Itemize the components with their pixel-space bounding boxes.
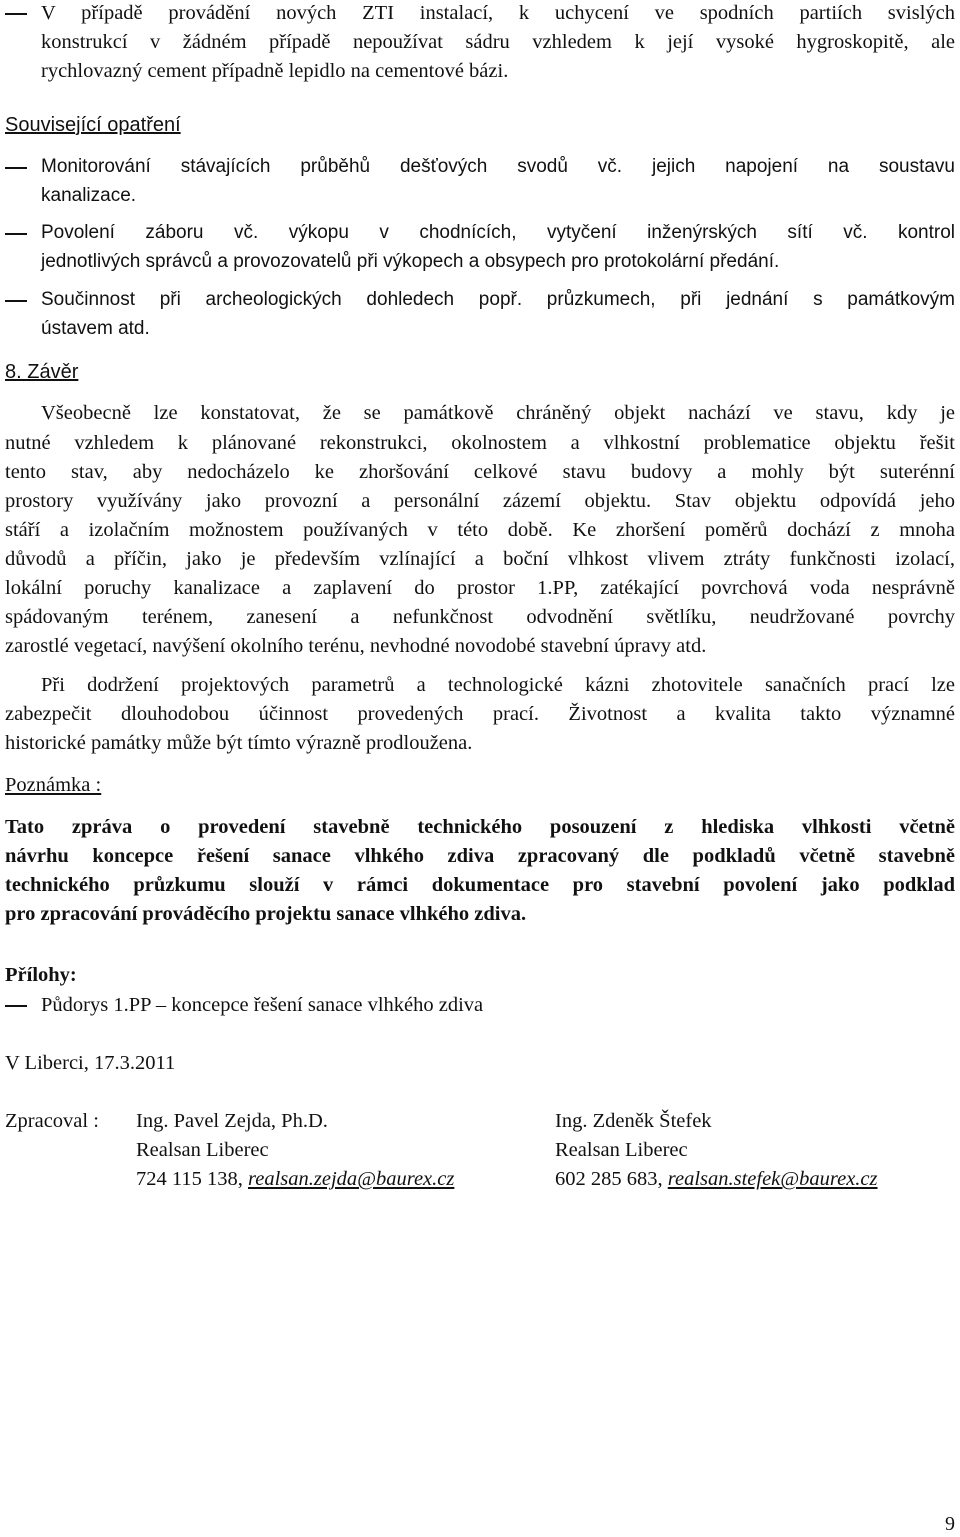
conclusion-p1-line-4: prostory využívány jako provozní a personální zázemí objektu. Stav objektu odpovídá jeho xyxy=(5,490,955,512)
left-signer-contact xyxy=(136,1167,454,1191)
note-line-2: návrhu koncepce řešení sanace vlhkého zdiva zpracovaný dle podkladů včetně stavebně xyxy=(5,845,955,867)
place-date: V Liberci, 17.3.2011 xyxy=(5,1052,176,1074)
note-line-3: technického průzkumu slouží v rámci dokumentace pro stavební povolení jako podklad xyxy=(5,874,955,896)
left-signer-name: Ing. Pavel Zejda, Ph.D. xyxy=(136,1110,328,1132)
conclusion-p2-line-2: zabezpečit dlouhodobou účinnost provedených prací. Životnost a kvalita takto významné xyxy=(5,703,955,725)
left-signer-company: Realsan Liberec xyxy=(136,1139,269,1161)
conclusion-p1-line-8: spádovaným terénem, zanesení a nefunkčnost odvodnění světlíku, neudržované povrchy xyxy=(5,606,955,628)
prepared-by-label: Zpracoval : xyxy=(5,1110,99,1132)
right-signer-company: Realsan Liberec xyxy=(555,1139,688,1161)
note-line-4: pro zpracování prováděcího projektu sanace vlhkého zdiva. xyxy=(5,903,527,925)
attachment-item: Půdorys 1.PP – koncepce řešení sanace vlhkého zdiva xyxy=(41,994,484,1016)
page-number: 9 xyxy=(945,1513,955,1535)
related-item-2-line-2: jednotlivých správců a provozovatelů při výkopech a obsypech pro protokolární předání. xyxy=(41,251,780,272)
related-item-3-line-1: Součinnost při archeologických dohledech popř. průzkumech, při jednání s památkovým xyxy=(41,289,955,310)
bullet-dash xyxy=(5,167,27,169)
conclusion-p1-line-6: důvodů a příčin, jako je především vzlínající a boční vlhkost vlivem ztráty funkčnosti izolací, xyxy=(5,548,955,570)
intro-line-1: V případě provádění nových ZTI instalací, k uchycení ve spodních partiích svislých xyxy=(41,2,955,24)
conclusion-p1-line-7: lokální poruchy kanalizace a zaplavení do prostor 1.PP, zatékající povrchová voda nesprávně xyxy=(5,577,955,599)
related-item-1-line-2: kanalizace. xyxy=(41,185,137,206)
conclusion-p2-line-3: historické památky může být tímto výrazně prodloužena. xyxy=(5,732,473,754)
intro-line-2: konstrukcí v žádném případě nepoužívat sádru vzhledem k její vysoké hygroskopitě, ale xyxy=(41,31,955,53)
conclusion-p1-line-2: nutné vzhledem k plánované rekonstrukci, okolnostem a vlhkostní problematice objektu řešit xyxy=(5,432,955,454)
conclusion-p1-line-1: Všeobecně lze konstatovat, že se památkově chráněný objekt nachází ve stavu, kdy je xyxy=(41,402,955,424)
right-signer-name: Ing. Zdeněk Štefek xyxy=(555,1110,712,1132)
note-line-1: Tato zpráva o provedení stavebně technického posouzení z hlediska vlhkosti včetně xyxy=(5,816,955,838)
conclusion-p1-line-9: zarostlé vegetací, navýšení okolního terénu, nevhodné novodobé stavební úpravy atd. xyxy=(5,635,707,657)
bullet-dash xyxy=(5,300,27,302)
left-signer-phone: 724 115 138, xyxy=(136,1168,243,1190)
related-item-3-line-2: ústavem atd. xyxy=(41,318,150,339)
attachments-heading: Přílohy: xyxy=(5,964,77,986)
conclusion-p2-line-1: Při dodržení projektových parametrů a technologické kázni zhotovitele sanačních prací lze xyxy=(41,674,955,696)
right-signer-email-link[interactable]: realsan.stefek@baurex.cz xyxy=(667,1168,878,1190)
bullet-dash xyxy=(5,1005,27,1007)
right-signer-contact xyxy=(555,1167,878,1191)
conclusion-p1-line-5: stáří a izolačním možnostem používaných v této době. Ke zhoršení poměrů dochází z mnoha xyxy=(5,519,955,541)
related-heading: Související opatření xyxy=(5,114,181,136)
bullet-dash xyxy=(5,233,27,235)
intro-line-3: rychlovazný cement případně lepidlo na cementové bázi. xyxy=(41,60,509,82)
bullet-dash xyxy=(5,13,27,15)
left-signer-email-link[interactable]: realsan.zejda@baurex.cz xyxy=(248,1168,455,1190)
related-item-2-line-1: Povolení záboru vč. výkopu v chodnících, vytyčení inženýrských sítí vč. kontrol xyxy=(41,222,955,243)
right-signer-phone: 602 285 683, xyxy=(555,1168,663,1190)
conclusion-p1-line-3: tento stav, aby nedocházelo ke zhoršování celkové stavu budovy a mohly být suterénní xyxy=(5,461,955,483)
conclusion-heading: 8. Závěr xyxy=(5,361,79,383)
related-item-1-line-1: Monitorování stávajících průběhů dešťových svodů vč. jejich napojení na soustavu xyxy=(41,156,955,177)
note-heading: Poznámka : xyxy=(5,774,102,796)
